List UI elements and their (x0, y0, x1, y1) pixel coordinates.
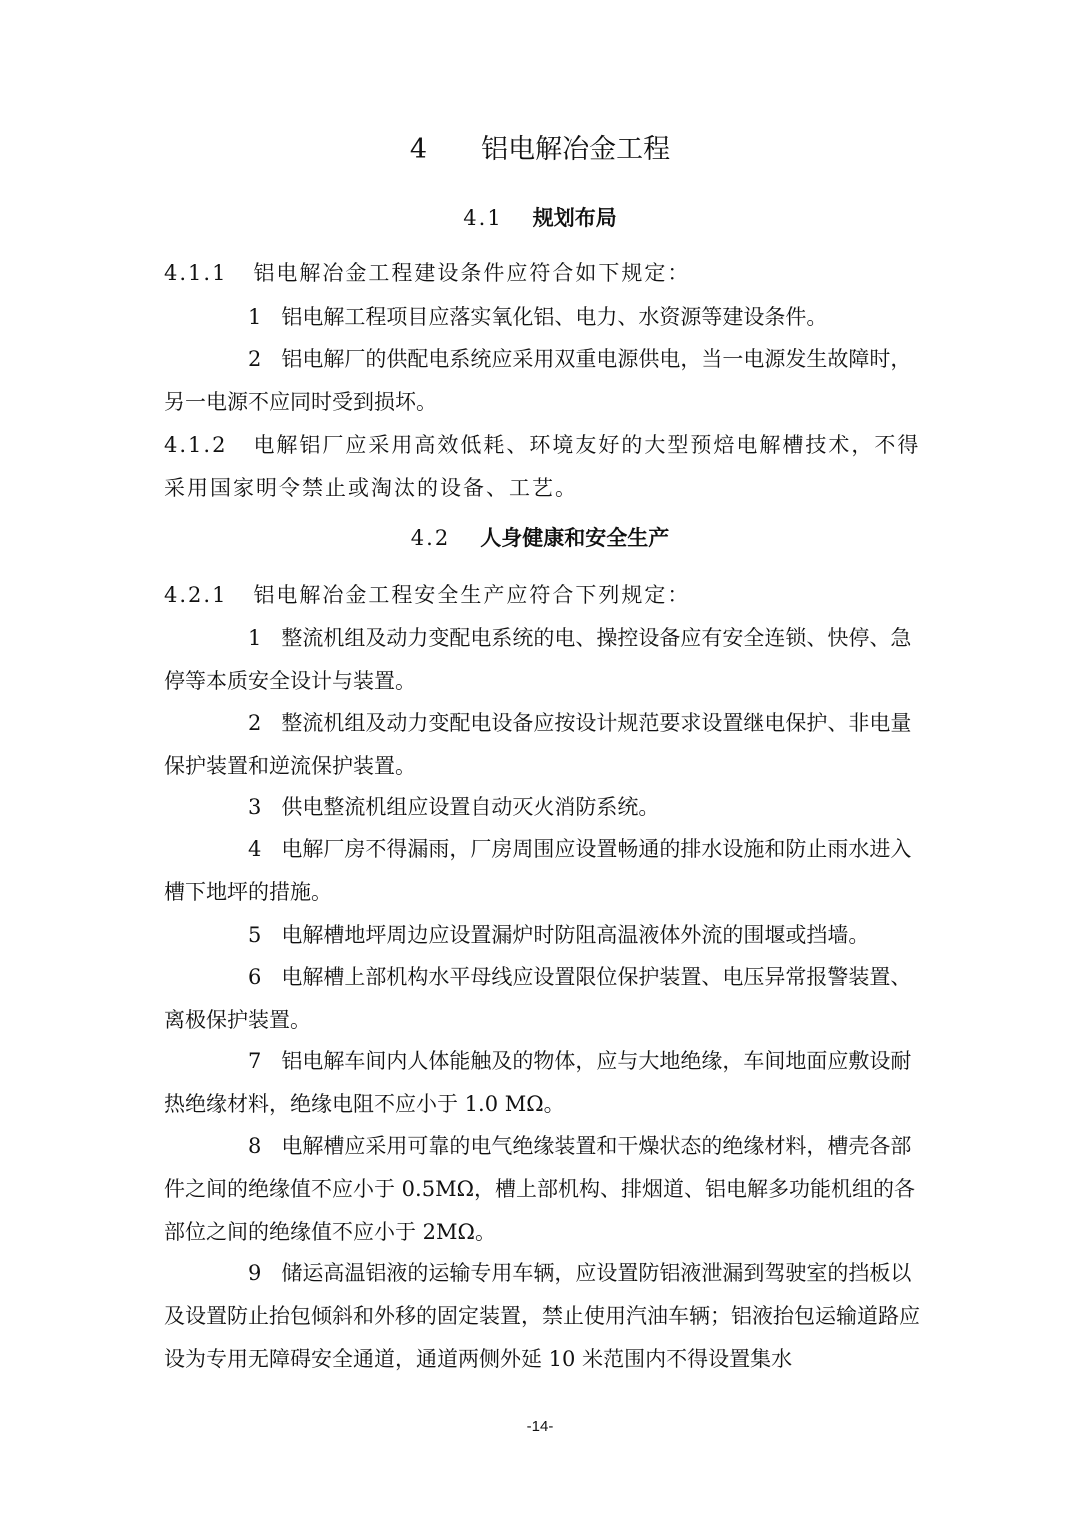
clause-text: 电解铝厂应采用高效低耗、环境友好的大型预焙电解槽技术，不得采用国家明令禁止或淘汰的设备、工艺。 (164, 433, 921, 500)
clause-number: 4.1.2 (164, 433, 228, 457)
list-item (164, 786, 926, 829)
list-item (164, 617, 926, 703)
list-item (164, 914, 926, 957)
item-number: 7 (248, 1049, 262, 1073)
clause-4-1-1 (164, 252, 926, 295)
item-number: 8 (248, 1134, 262, 1158)
clause-text: 铝电解冶金工程安全生产应符合下列规定： (253, 583, 691, 607)
item-text: 电解槽地坪周边应设置漏炉时防阻高温液体外流的围堰或挡墙。 (281, 923, 870, 947)
section-title: 人身健康和安全生产 (480, 526, 670, 550)
list-item (164, 956, 926, 1042)
page-number: -14- (526, 1418, 554, 1435)
clause-text: 铝电解冶金工程建设条件应符合如下规定： (253, 261, 691, 285)
list-item (164, 296, 926, 339)
item-text: 铝电解车间内人体能触及的物体，应与大地绝缘，车间地面应敷设耐热绝缘材料，绝缘电阻不应小于 1.0 MΩ。 (164, 1049, 912, 1116)
list-item (164, 702, 926, 788)
list-item (164, 338, 926, 424)
list-item (164, 828, 926, 914)
item-number: 2 (248, 711, 262, 735)
clause-number: 4.2.1 (164, 583, 228, 607)
item-number: 5 (248, 923, 262, 947)
item-number: 3 (248, 795, 262, 819)
item-text: 电解槽上部机构水平母线应设置限位保护装置、电压异常报警装置、离极保护装置。 (164, 965, 912, 1032)
section-heading-4-2 (0, 518, 1080, 558)
item-number: 1 (248, 305, 262, 329)
section-number: 4.1 (463, 206, 503, 230)
section-title: 规划布局 (532, 206, 617, 230)
item-text: 供电整流机组应设置自动灭火消防系统。 (281, 795, 660, 819)
item-number: 9 (248, 1261, 262, 1285)
clause-4-1-2 (164, 424, 926, 510)
list-item (164, 1125, 926, 1254)
item-text: 铝电解厂的供配电系统应采用双重电源供电，当一电源发生故障时，另一电源不应同时受到损坏。 (164, 347, 912, 414)
section-heading-4-1 (0, 198, 1080, 238)
list-item (164, 1040, 926, 1126)
clause-number: 4.1.1 (164, 261, 228, 285)
item-number: 2 (248, 347, 262, 371)
chapter-heading (0, 128, 1080, 172)
item-text: 电解槽应采用可靠的电气绝缘装置和干燥状态的绝缘材料，槽壳各部件之间的绝缘值不应小于 0.5MΩ，槽上部机构、排烟道、铝电解多功能机组的各部位之间的绝缘值不应小于 2MΩ。 (164, 1134, 915, 1244)
list-item (164, 1252, 926, 1381)
clause-4-2-1 (164, 574, 926, 617)
item-number: 1 (248, 626, 262, 650)
chapter-title: 铝电解冶金工程 (481, 134, 671, 165)
section-number: 4.2 (410, 526, 451, 550)
item-text: 整流机组及动力变配电设备应按设计规范要求设置继电保护、非电量保护装置和逆流保护装置。 (164, 711, 912, 778)
chapter-number: 4 (409, 134, 428, 165)
item-number: 4 (248, 837, 262, 861)
item-text: 电解厂房不得漏雨，厂房周围应设置畅通的排水设施和防止雨水进入槽下地坪的措施。 (164, 837, 912, 904)
item-number: 6 (248, 965, 262, 989)
item-text: 储运高温铝液的运输专用车辆，应设置防铝液泄漏到驾驶室的挡板以及设置防止抬包倾斜和外移的固定装置，禁止使用汽油车辆；铝液抬包运输道路应设为专用无障碍安全通道，通道两侧外延 10 米范围内不得设置集水 (164, 1261, 920, 1371)
item-text: 整流机组及动力变配电系统的电、操控设备应有安全连锁、快停、急停等本质安全设计与装置。 (164, 626, 912, 693)
item-text: 铝电解工程项目应落实氧化铝、电力、水资源等建设条件。 (281, 305, 828, 329)
